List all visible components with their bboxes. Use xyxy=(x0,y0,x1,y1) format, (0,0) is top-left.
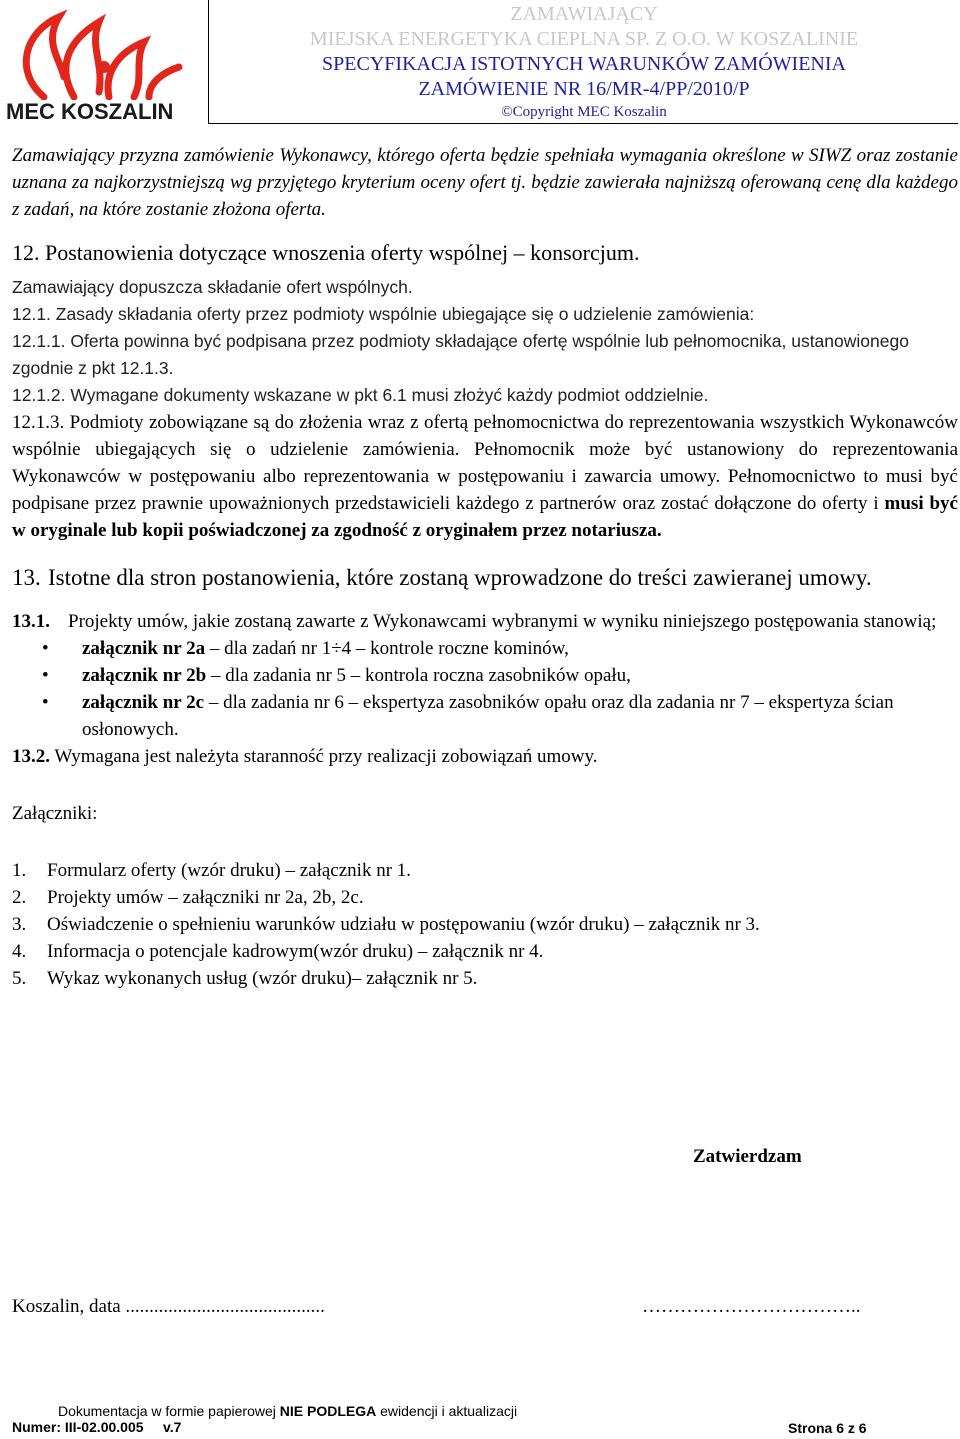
place-date-field: Koszalin, data .......................................... xyxy=(12,1296,325,1317)
header-line-company: MIEJSKA ENERGETYKA CIEPLNA SP. Z O.O. W KOSZALINIE xyxy=(309,28,859,50)
section-13-1-number: 13.1. xyxy=(12,611,50,632)
attachments-list xyxy=(12,857,958,992)
list-item: 4. Informacja o potencjale kadrowym(wzór druku) – załącznik nr 4. xyxy=(12,941,544,962)
bullet-icon: • xyxy=(42,665,49,686)
document-header xyxy=(0,0,960,125)
header-rule xyxy=(208,123,958,124)
list-item: 5. Wykaz wykonanych usług (wzór druku)– załącznik nr 5. xyxy=(12,968,478,989)
bullet-icon: • xyxy=(42,692,49,713)
section-13-2-text: Wymagana jest należyta staranność przy realizacji zobowiązań umowy. xyxy=(50,746,598,767)
signature-field: …………………………….. xyxy=(642,1296,861,1317)
section-12-p4-text: 12.1.3. Podmioty zobowiązane są do złożenia wraz z ofertą pełnomocnictwa do reprezentowania wszystkich Wykonawców wspólnie ubiegających się o udzielenie zamówienia. Pełnomocnik może być ustanowiony do reprezentowania Wykonawców w postępowaniu albo reprezentowania w postępowaniu i zawarcia umowy. Pełnomocnictwo to musi być podpisane przez prawnie upoważnionych przedstawicieli każdego z partnerów oraz zostać dołączone do oferty i xyxy=(12,412,958,514)
section-12-p4 xyxy=(12,409,958,544)
section-13-number: 13. xyxy=(12,565,41,590)
footer-document-number: Numer: III-02.00.005 v.7 xyxy=(12,1419,182,1435)
section-13-1 xyxy=(12,608,958,635)
section-12-title: 12. Postanowienia dotyczące wnoszenia oferty wspólnej – konsorcjum. xyxy=(12,240,640,265)
svg-text:MEC KOSZALIN: MEC KOSZALIN xyxy=(6,99,174,122)
header-text-block xyxy=(210,2,958,122)
bullet-icon: • xyxy=(42,638,49,659)
page-number: Strona 6 z 6 xyxy=(788,1420,867,1436)
flame-logo-icon xyxy=(4,2,204,122)
header-line-copyright: ©Copyright MEC Koszalin xyxy=(501,104,667,120)
list-item-text: załącznik nr 2b – dla zadania nr 5 – kontrola roczna zasobników opału, xyxy=(82,665,631,686)
attachments-heading: Załączniki: xyxy=(12,803,98,824)
footer-note: Dokumentacja w formie papierowej NIE PODLEGA ewidencji i aktualizacji xyxy=(58,1403,518,1419)
list-item-text: załącznik nr 2a – dla zadań nr 1÷4 – kontrole roczne kominów, xyxy=(82,638,569,659)
section-12-p1: 12.1. Zasady składania oferty przez podmioty wspólnie ubiegające się o udzielenie zamówienia: xyxy=(12,304,755,324)
section-13-title xyxy=(12,562,958,594)
intro-paragraph: Zamawiający przyzna zamówienie Wykonawcy, którego oferta będzie spełniała wymagania określone w SIWZ oraz zostanie uznana za najkorzystniejszą wg przyjętego kryterium oceny ofert tj. będzie zawierała najniższą oferowaną cenę dla każdego z zadań, na które zostanie złożona oferta. xyxy=(12,145,958,220)
header-line-order-number: ZAMÓWIENIE NR 16/MR-4/PP/2010/P xyxy=(418,78,750,100)
header-divider xyxy=(208,0,209,124)
section-13-2-number: 13.2. xyxy=(12,746,50,767)
section-12-p0: Zamawiający dopuszcza składanie ofert wspólnych. xyxy=(12,277,413,297)
section-13-1-text: Projekty umów, jakie zostaną zawarte z Wykonawcami wybranymi w wyniku niniejszego postępowania stanowią; xyxy=(68,611,937,632)
list-item: 1. Formularz oferty (wzór druku) – załącznik nr 1. xyxy=(12,860,412,881)
list-item xyxy=(12,689,958,743)
header-line-spec: SPECYFIKACJA ISTOTNYCH WARUNKÓW ZAMÓWIENIA xyxy=(322,53,846,75)
list-item xyxy=(12,635,958,662)
section-12-p2: 12.1.1. Oferta powinna być podpisana przez podmioty składające ofertę wspólnie lub pełnomocnika, ustanowionego zgodnie z pkt 12.1.3. xyxy=(12,331,909,378)
section-12-p3: 12.1.2. Wymagane dokumenty wskazane w pkt 6.1 musi złożyć każdy podmiot oddzielnie. xyxy=(12,385,709,405)
approval-label: Zatwierdzam xyxy=(693,1146,802,1167)
header-line-zamawiajacy: ZAMAWIAJĄCY xyxy=(510,3,658,25)
document-body xyxy=(12,142,958,992)
contract-list xyxy=(12,635,958,743)
list-item xyxy=(12,662,958,689)
list-item-text: załącznik nr 2c – dla zadania nr 6 – ekspertyza zasobników opału oraz dla zadania nr 7 – ekspertyza ścian osłonowych. xyxy=(82,692,894,740)
section-13-2 xyxy=(12,743,958,770)
list-item: 3. Oświadczenie o spełnieniu warunków udziału w postępowaniu (wzór druku) – załącznik nr 3. xyxy=(12,914,760,935)
section-12-p4-bold: musi być w oryginale lub kopii poświadczonej za zgodność z oryginałem przez notariusza. xyxy=(12,493,958,541)
list-item: 2. Projekty umów – załączniki nr 2a, 2b, 2c. xyxy=(12,887,364,908)
section-13-heading: Istotne dla stron postanowienia, które zostaną wprowadzone do treści zawieranej umowy. xyxy=(48,565,872,590)
